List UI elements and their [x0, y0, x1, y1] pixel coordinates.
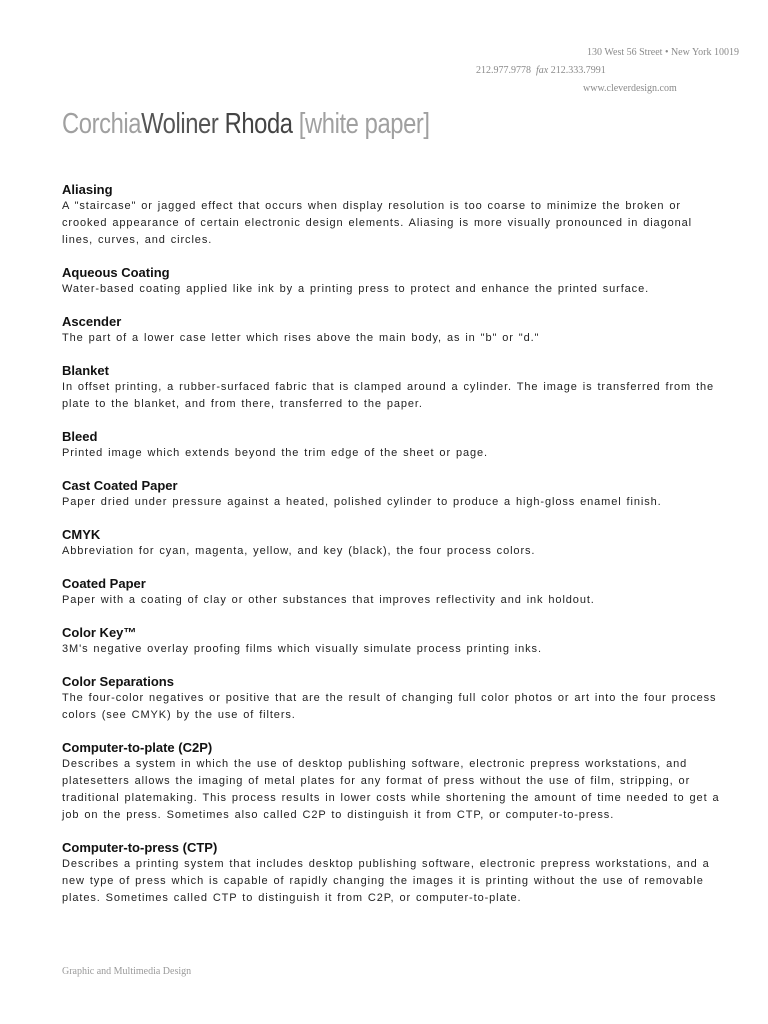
glossary-term: Coated Paper: [62, 576, 146, 591]
glossary-term: Computer-to-plate (C2P): [62, 740, 213, 755]
footer-text: Graphic and Multimedia Design: [62, 966, 192, 977]
glossary-term: Ascender: [62, 314, 122, 329]
phone-fax-line: [419, 62, 739, 80]
wordmark-part-2: Woliner: [141, 108, 219, 140]
glossary-entry: [62, 839, 722, 907]
glossary-term: Aqueous Coating: [62, 265, 170, 280]
glossary-entry: [62, 575, 722, 609]
glossary-definition: The four-color negatives or positive that are the result of changing full color photos or art into the four process colors (see CMYK) by the use of filters.: [62, 692, 717, 721]
glossary-term: Cast Coated Paper: [62, 478, 178, 493]
glossary-entry: [62, 526, 722, 560]
glossary-entry: [62, 428, 722, 462]
glossary-entry: [62, 477, 722, 511]
glossary-entry: [62, 181, 722, 249]
glossary-term: Computer-to-press (CTP): [62, 840, 218, 855]
contact-block: [419, 44, 739, 98]
glossary-definition: Describes a printing system that includes desktop publishing software, electronic prepress workstations, and a new type of press which is capable of rapidly changing the images it is printing without the use of removable plates. Sometimes called CTP to distinguish it from C2P, or computer-to-plate.: [62, 858, 710, 904]
wordmark-part-1: Corchia: [62, 108, 142, 140]
glossary-term: CMYK: [62, 527, 101, 542]
glossary-term: Blanket: [62, 363, 109, 378]
glossary-definition: Water-based coating applied like ink by a printing press to protect and enhance the printed surface.: [62, 283, 650, 295]
glossary-definition: In offset printing, a rubber-surfaced fabric that is clamped around a cylinder. The image is transferred from the plate to the blanket, and from there, transferred to the paper.: [62, 381, 715, 410]
website[interactable]: www.cleverdesign.com: [583, 83, 677, 94]
wordmark-part-4: [white paper]: [292, 108, 430, 140]
glossary-definition: 3M's negative overlay proofing films which visually simulate process printing inks.: [62, 643, 542, 655]
glossary-term: Bleed: [62, 429, 98, 444]
page-title: [62, 108, 430, 141]
glossary-term: Aliasing: [62, 182, 113, 197]
glossary-list: [62, 181, 722, 922]
glossary-definition: Paper dried under pressure against a heated, polished cylinder to produce a high-gloss enamel finish.: [62, 496, 662, 508]
glossary-entry: [62, 739, 722, 824]
glossary-entry: [62, 673, 722, 724]
glossary-definition: Printed image which extends beyond the trim edge of the sheet or page.: [62, 447, 488, 459]
glossary-term: Color Key™: [62, 625, 137, 640]
glossary-definition: The part of a lower case letter which rises above the main body, as in "b" or "d.": [62, 332, 540, 344]
glossary-definition: Describes a system in which the use of desktop publishing software, electronic prepress workstations, and platesetters allows the imaging of metal plates for any format of press without the use of film, stripping, or traditional platemaking. This process results in lower costs while shortening the amount of time needed to get a job on the press. Sometimes also called C2P to distinguish it from CTP, or computer-to-press.: [62, 758, 720, 821]
glossary-entry: [62, 624, 722, 658]
glossary-definition: Abbreviation for cyan, magenta, yellow, and key (black), the four process colors.: [62, 545, 536, 557]
wordmark-part-3: Rhoda: [218, 108, 293, 140]
glossary-entry: [62, 264, 722, 298]
glossary-definition: Paper with a coating of clay or other substances that improves reflectivity and ink holdout.: [62, 594, 595, 606]
glossary-definition: A "staircase" or jagged effect that occurs when display resolution is too coarse to minimize the broken or crooked appearance of certain electronic design elements. Aliasing is more visually pronounced in diagonal lines, curves, and circles.: [62, 200, 692, 246]
glossary-entry: [62, 362, 722, 413]
fax-label: fax: [536, 65, 549, 76]
glossary-term: Color Separations: [62, 674, 174, 689]
fax: 212.333.7991: [550, 65, 606, 76]
address: 130 West 56 Street • New York 10019: [587, 47, 739, 58]
phone: 212.977.9778: [476, 65, 531, 76]
glossary-entry: [62, 313, 722, 347]
